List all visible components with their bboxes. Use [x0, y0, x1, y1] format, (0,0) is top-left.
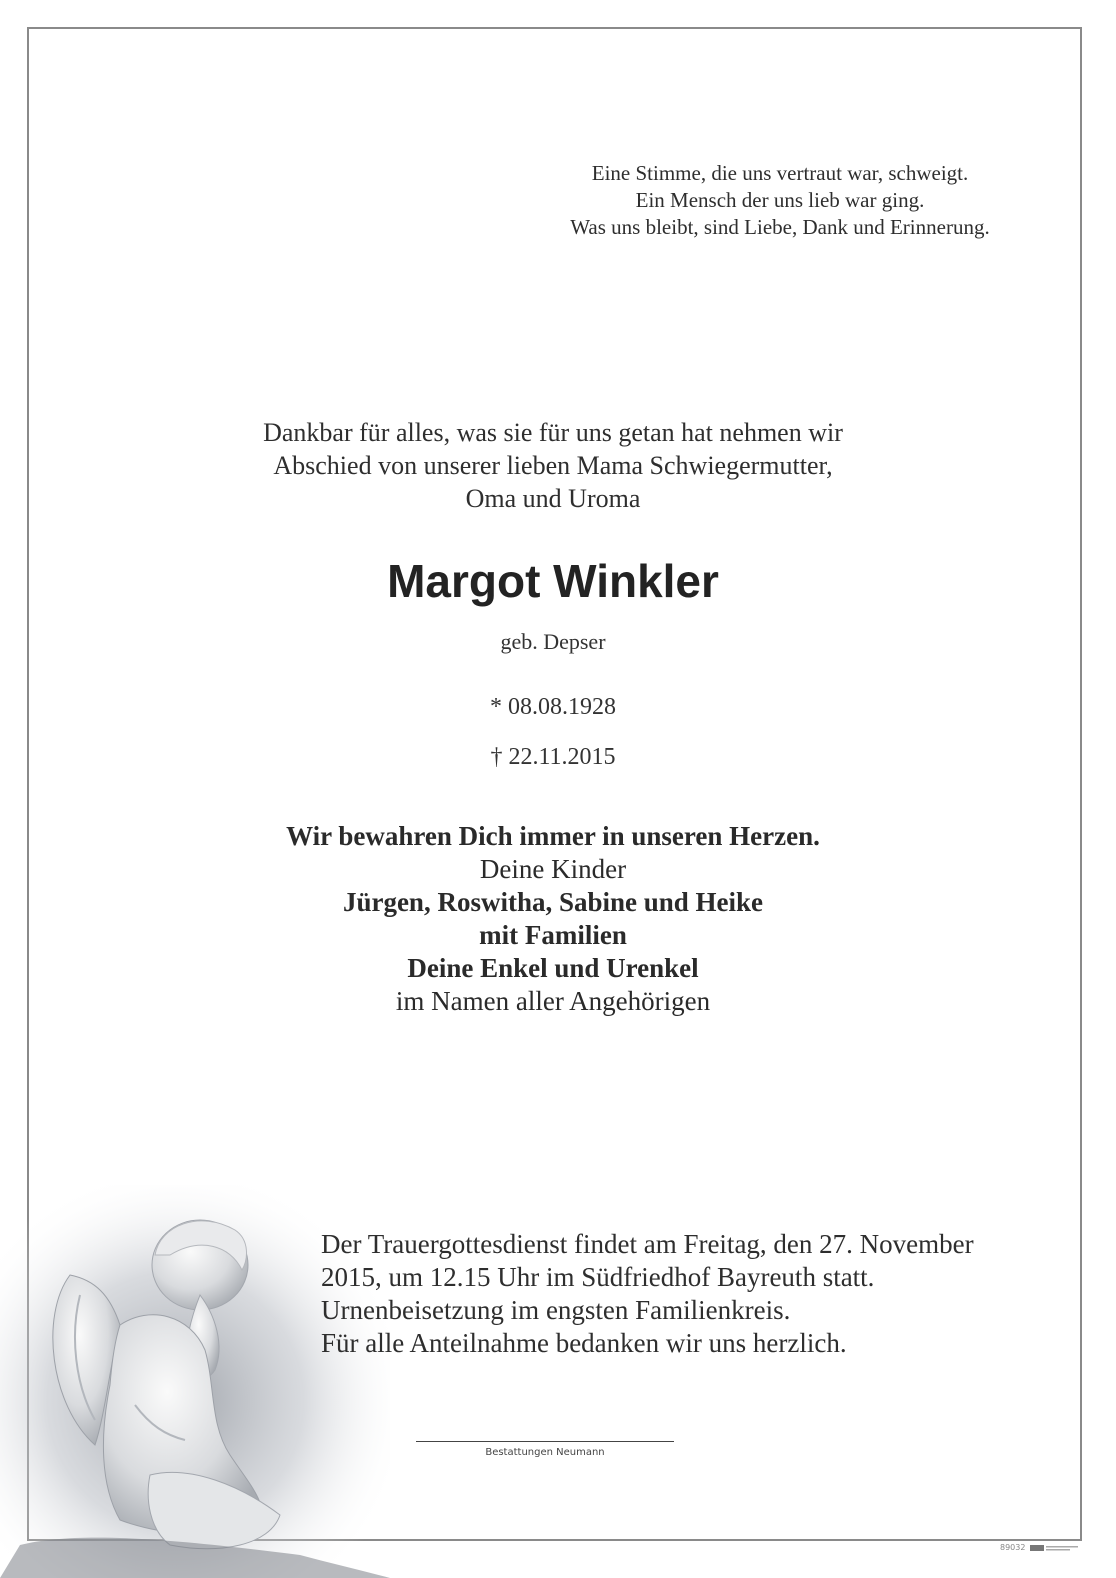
publisher-logo-icon: [1030, 1543, 1080, 1553]
service-line: 2015, um 12.15 Uhr im Südfriedhof Bayreuth statt.: [321, 1262, 875, 1292]
motto-verse: [500, 160, 1060, 241]
service-line: Der Trauergottesdienst findet am Freitag, den 27. November: [321, 1229, 974, 1259]
signers-line: mit Familien: [479, 920, 627, 950]
intro-line: Abschied von unserer lieben Mama Schwiegermutter,: [273, 451, 833, 480]
motto-line: Was uns bleibt, sind Liebe, Dank und Erinnerung.: [570, 215, 990, 239]
signers-line: Deine Enkel und Urenkel: [407, 953, 699, 983]
undertaker-name: Bestattungen Neumann: [485, 1447, 605, 1458]
footer-code: 89032: [1000, 1543, 1026, 1552]
signers-line: im Namen aller Angehörigen: [395, 986, 711, 1016]
motto-line: Ein Mensch der uns lieb war ging.: [635, 188, 925, 212]
signers-line: Jürgen, Roswitha, Sabine und Heike: [342, 887, 764, 917]
undertaker-divider: [416, 1441, 674, 1442]
service-line: Urnenbeisetzung im engsten Familienkreis.: [321, 1295, 791, 1325]
intro-text: [100, 416, 1006, 515]
intro-line: Oma und Uroma: [465, 484, 641, 513]
death-date: † 22.11.2015: [490, 744, 616, 770]
signers-line: Wir bewahren Dich immer in unseren Herzen.: [286, 821, 820, 851]
service-line: Für alle Anteilnahme bedanken wir uns herzlich.: [321, 1328, 847, 1358]
deceased-name: Margot Winkler: [387, 555, 719, 607]
birth-date: * 08.08.1928: [490, 694, 616, 720]
signers-line: Deine Kinder: [479, 854, 627, 884]
motto-line: Eine Stimme, die uns vertraut war, schweigt.: [591, 161, 969, 185]
mourners-block: [100, 820, 1006, 1018]
maiden-name: geb. Depser: [500, 629, 606, 654]
intro-line: Dankbar für alles, was sie für uns getan hat nehmen wir: [263, 418, 843, 447]
service-details: [321, 1228, 1061, 1360]
